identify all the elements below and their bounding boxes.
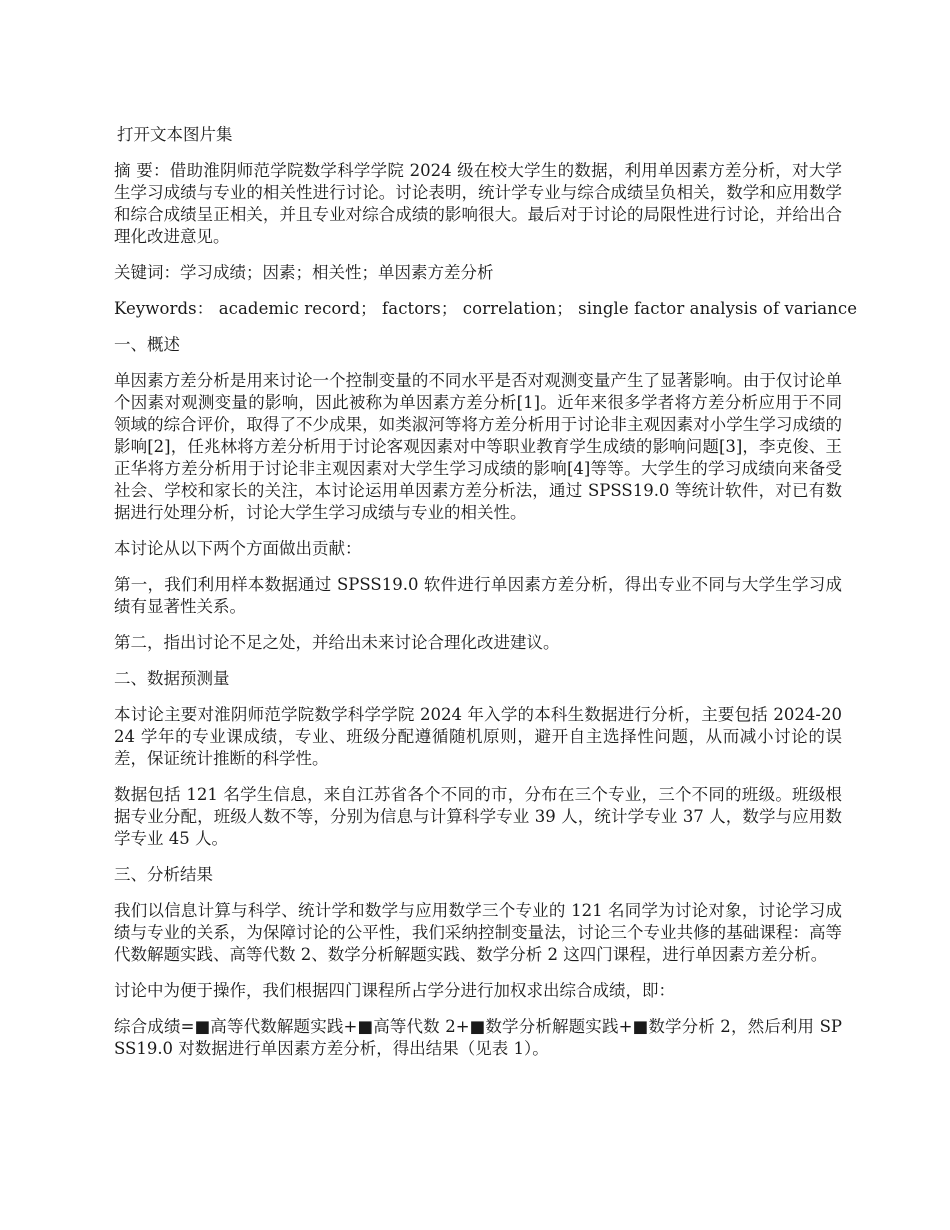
keywords-chinese: 关键词：学习成绩；因素；相关性；单因素方差分析: [114, 263, 494, 282]
section-1-paragraph-4: 第二，指出讨论不足之处，并给出未来讨论合理化改进建议。: [114, 633, 560, 652]
section-3-heading: 三、分析结果: [114, 865, 213, 884]
section-1-paragraph-3: 第一，我们利用样本数据通过 SPSS19.0 软件进行单因素方差分析，得出专业不同与大学生学习成绩有显著性关系。: [114, 575, 842, 616]
section-1-paragraph-2: 本讨论从以下两个方面做出贡献：: [114, 539, 362, 558]
abstract-paragraph: 摘 要：借助淮阴师范学院数学科学学院 2024 级在校大学生的数据，利用单因素方差分析，对大学生学习成绩与专业的相关性进行讨论。讨论表明，统计学专业与综合成绩呈负相关，数学和应用数学和综合成绩呈正相关，并且专业对综合成绩的影响很大。最后对于讨论的局限性进行讨论，并给出合理化改进意见。: [114, 161, 842, 246]
keywords-english: Keywords： academic record； factors； correlation； single factor analysis of variance: [114, 299, 858, 318]
section-1-heading: 一、概述: [114, 335, 180, 354]
section-2-heading: 二、数据预测量: [114, 669, 230, 688]
section-1-paragraph-1: 单因素方差分析是用来讨论一个控制变量的不同水平是否对观测变量产生了显著影响。由于仅讨论单个因素对观测变量的影响，因此被称为单因素方差分析[1]。近年来很多学者将方差分析应用于不同领域的综合评价，取得了不少成果，如类淑河等将方差分析用于讨论非主观因素对小学生学习成绩的影响[2]，任兆林将方差分析用于讨论客观因素对中等职业教育学生成绩的影响问题[3]，李克俊、王正华将方差分析用于讨论非主观因素对大学生学习成绩的影响[4]等等。大学生的学习成绩向来备受社会、学校和家长的关注，本讨论运用单因素方差分析法，通过 SPSS19.0 等统计软件，对已有数据进行处理分析，讨论大学生学习成绩与专业的相关性。: [114, 371, 842, 522]
section-2-paragraph-1: 本讨论主要对淮阴师范学院数学科学学院 2024 年入学的本科生数据进行分析，主要包括 2024-2024 学年的专业课成绩，专业、班级分配遵循随机原则，避开自主选择性问题，从而减小讨论的误差，保证统计推断的科学性。: [114, 705, 842, 768]
document-title: 打开文本图片集: [117, 125, 233, 144]
document-page: [114, 124, 858, 1074]
section-3-paragraph-1: 我们以信息计算与科学、统计学和数学与应用数学三个专业的 121 名同学为讨论对象，讨论学习成绩与专业的关系，为保障讨论的公平性，我们采纳控制变量法，讨论三个专业共修的基础课程：高等代数解题实践、高等代数 2、数学分析解题实践、数学分析 2 这四门课程，进行单因素方差分析。: [114, 901, 842, 964]
section-3-paragraph-2: 讨论中为便于操作，我们根据四门课程所占学分进行加权求出综合成绩，即：: [114, 981, 675, 1000]
section-3-paragraph-3: 综合成绩=■高等代数解题实践+■高等代数 2+■数学分析解题实践+■数学分析 2，然后利用 SPSS19.0 对数据进行单因素方差分析，得出结果（见表 1）。: [114, 1017, 842, 1058]
section-2-paragraph-2: 数据包括 121 名学生信息，来自江苏省各个不同的市，分布在三个专业，三个不同的班级。班级根据专业分配，班级人数不等，分别为信息与计算科学专业 39 人，统计学专业 37 人，数学与应用数学专业 45 人。: [114, 785, 842, 848]
